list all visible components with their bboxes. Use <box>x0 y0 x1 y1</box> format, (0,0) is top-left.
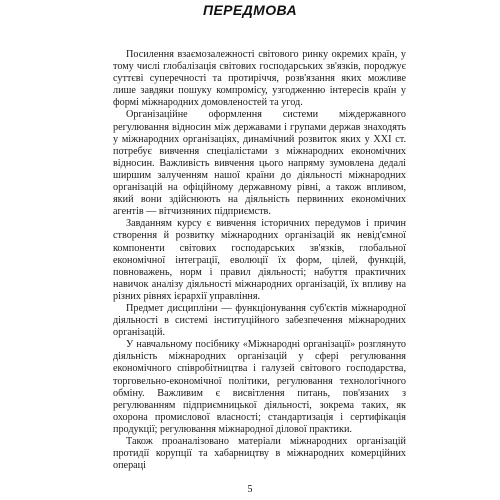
paragraph-subject: Предмет дисципліни — функціонування суб'єктів міжнародної діяльності в системі інституційного забезпечення міжнародних організацій. <box>113 302 406 339</box>
paragraph-textbook-scope: У навчальному посібнику «Міжнародні організації» розглянуто діяльність міжнародних організацій у сфері регулювання економічного співробітництва і галузей світового господарства, торговельно-економічної політики, регулювання технологічного обміну. Важливим є висвітлення питань, пов'язаних з регулюванням підприємницької діяльності, зокрема таких, як охорона промислової власності; стандартизація і сертифікація продукції; регулювання міжнародної ділової практики. <box>113 339 406 435</box>
paragraph-organizational-form: Організаційне оформлення системи міждержавного регулювання відносин між державами і групами держав знаходять у міжнародних організаціях, динамічний розвиток яких у XXI ст. потребує вивчення спеціалістами з міжнародних економічних відносин. Важливість вивчення цього напряму зумовлена дедалі ширшим залученням нашої країни до діяльності міжнародних організацій на офіційному державному рівні, а також впливом, який вони здійснюють на діяльність первинних економічних агентів — вітчизняних підприємств. <box>113 109 406 218</box>
page-number: 5 <box>247 484 253 495</box>
paragraph-spacer <box>113 12 406 49</box>
paragraph-anticorruption: Також проаналізовано матеріали міжнародних організацій протидії корупції та хабарництву в міжнародних комерційних операці <box>113 436 406 472</box>
preface-heading: ПЕРЕДМОВА <box>202 2 298 18</box>
preface-body <box>113 12 406 472</box>
paragraph-globalization: Посилення взаємозалежності світового ринку окремих країн, у тому числі глобалізація світових господарських зв'язків, породжує суттєві суперечності та протиріччя, розв'язання яких можливе лише завдяки пошуку компромісу, узгодженню інтересів країн у формі міжнародних домовленостей та угод. <box>113 49 406 109</box>
paragraph-course-task: Завданням курсу є вивчення історичних передумов і причин створення й розвитку міжнародних організацій як невід'ємної компоненти світових господарських зв'язків, глобальної економічної інтеграції, еволюції їх форм, цілей, функцій, повноважень, норм і правил діяльності; набуття практичних навичок аналізу діяльності міжнародних організацій, їх впливу на різних рівнях ієрархії управління. <box>113 218 406 302</box>
